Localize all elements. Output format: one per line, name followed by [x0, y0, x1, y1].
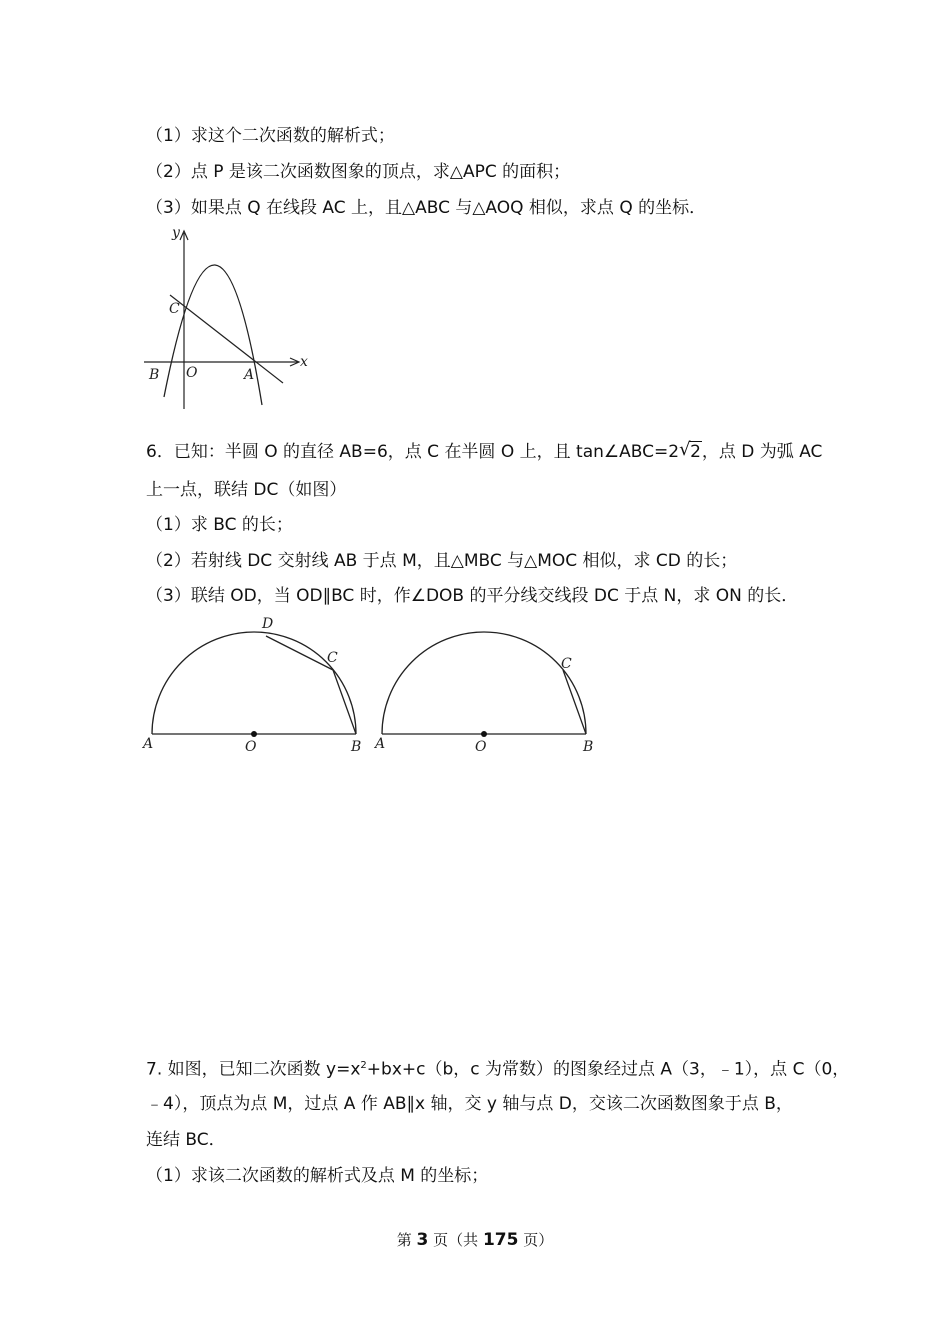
q7-line2: ﹣4），顶点为点 M，过点 A 作 AB∥x 轴，交 y 轴与点 D，交该二次函数图象于点 B， [146, 1094, 793, 1114]
chord-cb [333, 670, 356, 734]
q7-exponent: 2 [360, 1060, 367, 1071]
q5-part2: （2）点 P 是该二次函数图象的顶点，求△APC 的面积； [146, 162, 571, 182]
q7-line1 [146, 1054, 849, 1082]
label-a: A [143, 736, 154, 752]
label-o: O [186, 365, 198, 381]
q6-semicircle-figure-1 [140, 612, 370, 760]
q6-part2: （2）若射线 DC 交射线 AB 于点 M，且△MBC 与△MOC 相似，求 CD 的长； [146, 551, 738, 571]
label-a: A [244, 367, 255, 383]
sqrt-2 [679, 440, 702, 464]
q6-part1: （1）求 BC 的长； [146, 515, 293, 535]
center-point-o [481, 731, 487, 737]
label-o: O [475, 739, 487, 755]
q6-semicircle-figure-2 [370, 612, 600, 760]
footer-post: 页） [518, 1231, 554, 1249]
q7-line3: 连结 BC． [146, 1130, 226, 1150]
parabola-curve [164, 265, 262, 405]
label-b: B [149, 367, 160, 383]
q5-part3: （3）如果点 Q 在线段 AC 上，且△ABC 与△AOQ 相似，求点 Q 的坐标． [146, 198, 707, 218]
semicircle-arc [152, 632, 356, 734]
radical-sign: √ [679, 439, 691, 460]
q7-part1: （1）求该二次函数的解析式及点 M 的坐标； [146, 1166, 489, 1186]
q6-line2: 上一点，联结 DC（如图） [146, 480, 347, 500]
q6-part3: （3）联结 OD，当 OD∥BC 时，作∠DOB 的平分线交线段 DC 于点 N，求 ON 的长． [146, 586, 799, 606]
semicircle-arc [382, 632, 586, 734]
label-b: B [583, 739, 594, 755]
label-c: C [169, 301, 180, 317]
label-a: A [375, 736, 386, 752]
q6-line1-post: ，点 D 为弧 AC [701, 442, 823, 462]
label-x: x [300, 354, 308, 370]
footer-pre: 第 [396, 1231, 417, 1249]
label-c: C [561, 656, 572, 672]
label-b: B [351, 739, 362, 755]
chord-cb [563, 670, 586, 734]
q7-line1-post: +bx+c（b，c 为常数）的图象经过点 A（3，﹣1），点 C（0， [366, 1059, 850, 1080]
q6-line1 [146, 440, 822, 464]
label-c: C [327, 650, 338, 666]
chord-dc [266, 636, 333, 670]
label-y: y [172, 225, 180, 241]
page-footer [0, 1229, 950, 1250]
label-d: D [262, 616, 274, 632]
center-point-o [251, 731, 257, 737]
q6-line1-pre: 6．已知：半圆 O 的直径 AB=6，点 C 在半圆 O 上，且 tan∠ABC=2 [146, 442, 680, 462]
label-o: O [245, 739, 257, 755]
q7-line1-pre: 7. 如图，已知二次函数 y=x [146, 1059, 361, 1080]
radicand: 2 [690, 442, 701, 462]
footer-page-number: 3 [416, 1230, 429, 1250]
q5-part1: （1）求这个二次函数的解析式； [146, 126, 395, 146]
footer-mid: 页（共 [428, 1231, 483, 1249]
footer-total-pages: 175 [482, 1230, 519, 1250]
q5-parabola-figure [140, 225, 315, 415]
